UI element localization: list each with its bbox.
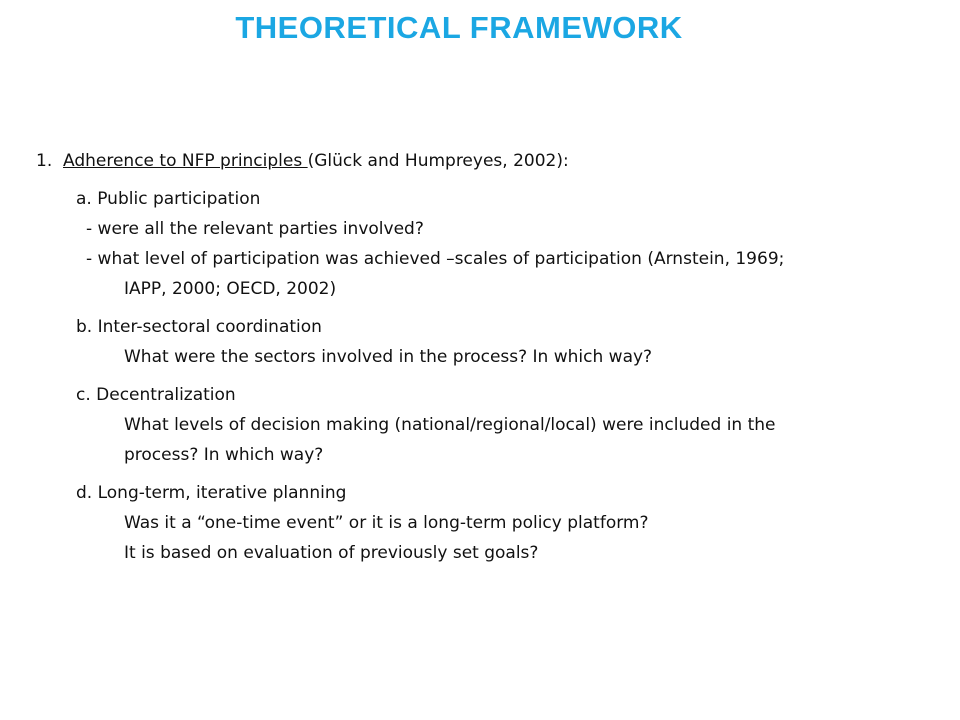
section-title: b. Inter-sectoral coordination <box>76 317 322 337</box>
section-public-participation <box>76 184 936 304</box>
continuation-line: IAPP, 2000; OECD, 2002) <box>124 279 337 299</box>
bullet-line: - were all the relevant parties involved? <box>86 219 424 239</box>
body-line: Was it a “one-time event” or it is a long-term policy platform? <box>124 513 649 533</box>
section-decentralization <box>76 380 936 470</box>
item-number: 1. <box>36 151 53 171</box>
section-inter-sectoral-coordination <box>76 312 936 372</box>
item-heading: Adherence to NFP principles <box>63 151 308 171</box>
slide-title: THEORETICAL FRAMEWORK <box>235 10 683 45</box>
body-line: process? In which way? <box>124 445 324 465</box>
numbered-item <box>36 146 936 176</box>
slide-content <box>36 146 936 568</box>
item-citation: (Glück and Humpreyes, 2002): <box>307 151 569 171</box>
body-line: What were the sectors involved in the process? In which way? <box>124 347 653 367</box>
bullet-line: - what level of participation was achieved –scales of participation (Arnstein, 1969; <box>86 249 785 269</box>
body-line: What levels of decision making (national/regional/local) were included in the <box>124 415 776 435</box>
body-line: It is based on evaluation of previously set goals? <box>124 543 539 563</box>
section-title: d. Long-term, iterative planning <box>76 483 347 503</box>
section-title: c. Decentralization <box>76 385 236 405</box>
section-long-term-planning <box>76 478 936 568</box>
section-title: a. Public participation <box>76 189 261 209</box>
